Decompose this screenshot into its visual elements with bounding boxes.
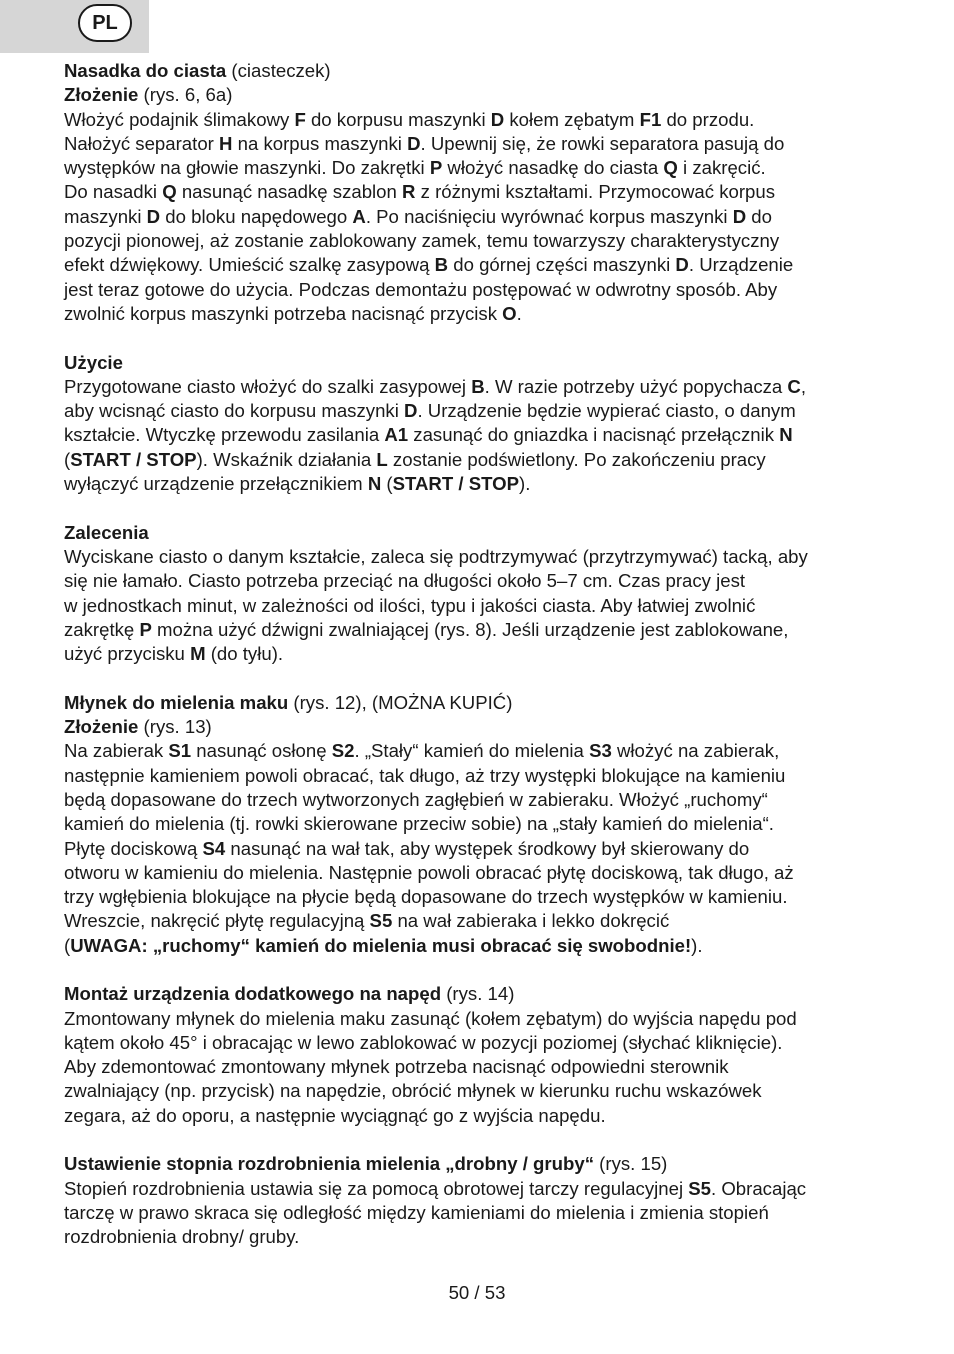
- text-line: zwolnić korpus maszynki potrzeba nacisnąć przycisk O.: [64, 302, 522, 324]
- section-heading: Zalecenia: [64, 521, 149, 543]
- section-heading: Ustawienie stopnia rozdrobnienia mielenia „drobny / gruby“ (rys. 15): [64, 1153, 668, 1175]
- text-line: w jednostkach minut, w zależności od ilości, typu i jakości ciasta. Aby łatwiej zwolnić: [64, 594, 756, 616]
- text-line: zwalniający (np. przycisk) na napędzie, obrócić młynek w kierunku ruchu wskazówek: [64, 1080, 762, 1102]
- text-line: Na zabierak S1 nasunąć osłonę S2. „Stały“ kamień do mielenia S3 włożyć na zabierak,: [64, 740, 780, 762]
- text-line: jest teraz gotowe do użycia. Podczas demontażu postępować w odwrotny sposób. Aby: [64, 278, 778, 300]
- text-line: otworu w kamieniu do mielenia. Następnie powoli obracać płytę dociskową, tak długo, aż: [64, 861, 794, 883]
- text-line: tarczę w prawo skraca się odległość między kamieniami do mielenia i zmienia stopień: [64, 1201, 769, 1223]
- text-line: Aby zdemontować zmontowany młynek potrzeba nacisnąć odpowiedni sterownik: [64, 1056, 729, 1078]
- text-line: Nałożyć separator H na korpus maszynki D. Upewnij się, że rowki separatora pasują do: [64, 132, 785, 154]
- page-number: 50 / 53: [448, 1282, 506, 1303]
- text-line: użyć przycisku M (do tyłu).: [64, 643, 284, 665]
- section-subheading: Złożenie (rys. 13): [64, 716, 212, 738]
- text-line: aby wcisnąć ciasto do korpusu maszynki D. Urządzenie będzie wypierać ciasto, o danym: [64, 400, 796, 422]
- section-heading: Młynek do mielenia maku (rys. 12), (MOŻNA KUPIĆ): [64, 691, 513, 713]
- text-line: pozycji pionowej, aż zostanie zablokowany zamek, temu towarzyszy charakterystyczny: [64, 230, 780, 252]
- text-line: maszynki D do bloku napędowego A. Po naciśnięciu wyrównać korpus maszynki D do: [64, 205, 772, 227]
- text-line: Płytę dociskową S4 nasunąć na wał tak, aby występek środkowy był skierowany do: [64, 837, 750, 859]
- text-line: wyłączyć urządzenie przełącznikiem N (START / STOP).: [64, 473, 531, 495]
- language-badge: PL: [78, 4, 132, 42]
- text-line: Włożyć podajnik ślimakowy F do korpusu maszynki D kołem zębatym F1 do przodu.: [64, 108, 755, 130]
- section-heading: Użycie: [64, 351, 123, 373]
- text-line: kształcie. Wtyczkę przewodu zasilania A1 zasunąć do gniazdka i nacisnąć przełącznik N: [64, 424, 793, 446]
- text-line: Wreszcie, nakręcić płytę regulacyjną S5 na wał zabieraka i lekko dokręcić: [64, 910, 670, 932]
- text-line: kątem około 45° i obracając w lewo zablokować w pozycji poziomej (słychać kliknięcie).: [64, 1031, 783, 1053]
- text-line: następnie kamieniem powoli obracać, tak długo, aż trzy występki blokujące na kamieniu: [64, 764, 786, 786]
- text-line: Przygotowane ciasto włożyć do szalki zasypowej B. W razie potrzeby użyć popychacza C,: [64, 375, 807, 397]
- text-line: Zmontowany młynek do mielenia maku zasunąć (kołem zębatym) do wyjścia napędu pod: [64, 1007, 797, 1029]
- section-subheading: Złożenie (rys. 6, 6a): [64, 84, 233, 106]
- text-line: Wyciskane ciasto o danym kształcie, zaleca się podtrzymywać (przytrzymywać) tacką, aby: [64, 545, 808, 567]
- text-line: kamień do mielenia (tj. rowki skierowane przeciw sobie) na „stały kamień do mielenia“.: [64, 813, 774, 835]
- language-tab: [0, 0, 149, 53]
- text-line: Stopień rozdrobnienia ustawia się za pomocą obrotowej tarczy regulacyjnej S5. Obracając: [64, 1177, 807, 1199]
- text-line: rozdrobnienia drobny/ gruby.: [64, 1226, 300, 1248]
- text-line: występków na głowie maszynki. Do zakrętki P włożyć nasadkę do ciasta Q i zakręcić.: [64, 157, 766, 179]
- text-line: Do nasadki Q nasunąć nasadkę szablon R z różnymi kształtami. Przymocować korpus: [64, 181, 776, 203]
- text-line: będą dopasowane do trzech wytworzonych zagłębień w zabieraku. Włożyć „ruchomy“: [64, 788, 768, 810]
- section-heading: Montaż urządzenia dodatkowego na napęd (rys. 14): [64, 983, 515, 1005]
- text-line: trzy wgłębienia blokujące na płycie będą dopasowane do trzech występków w kamieniu.: [64, 886, 788, 908]
- text-line: zakrętkę P można użyć dźwigni zwalniającej (rys. 8). Jeśli urządzenie jest zablokowane,: [64, 618, 789, 640]
- text-line: efekt dźwiękowy. Umieścić szalkę zasypową B do górnej części maszynki D. Urządzenie: [64, 254, 794, 276]
- section-heading: Nasadka do ciasta (ciasteczek): [64, 60, 331, 81]
- text-line: (START / STOP). Wskaźnik działania L zostanie podświetlony. Po zakończeniu pracy: [64, 448, 766, 470]
- warning-line: (UWAGA: „ruchomy“ kamień do mielenia musi obracać się swobodnie!).: [64, 934, 703, 956]
- text-line: się nie łamało. Ciasto potrzeba przeciąć na długości około 5–7 cm. Czas pracy jest: [64, 570, 746, 592]
- document-body: [64, 59, 892, 1250]
- text-line: zegara, aż do oporu, a następnie wyciągnąć go z wyjścia napędu.: [64, 1104, 606, 1126]
